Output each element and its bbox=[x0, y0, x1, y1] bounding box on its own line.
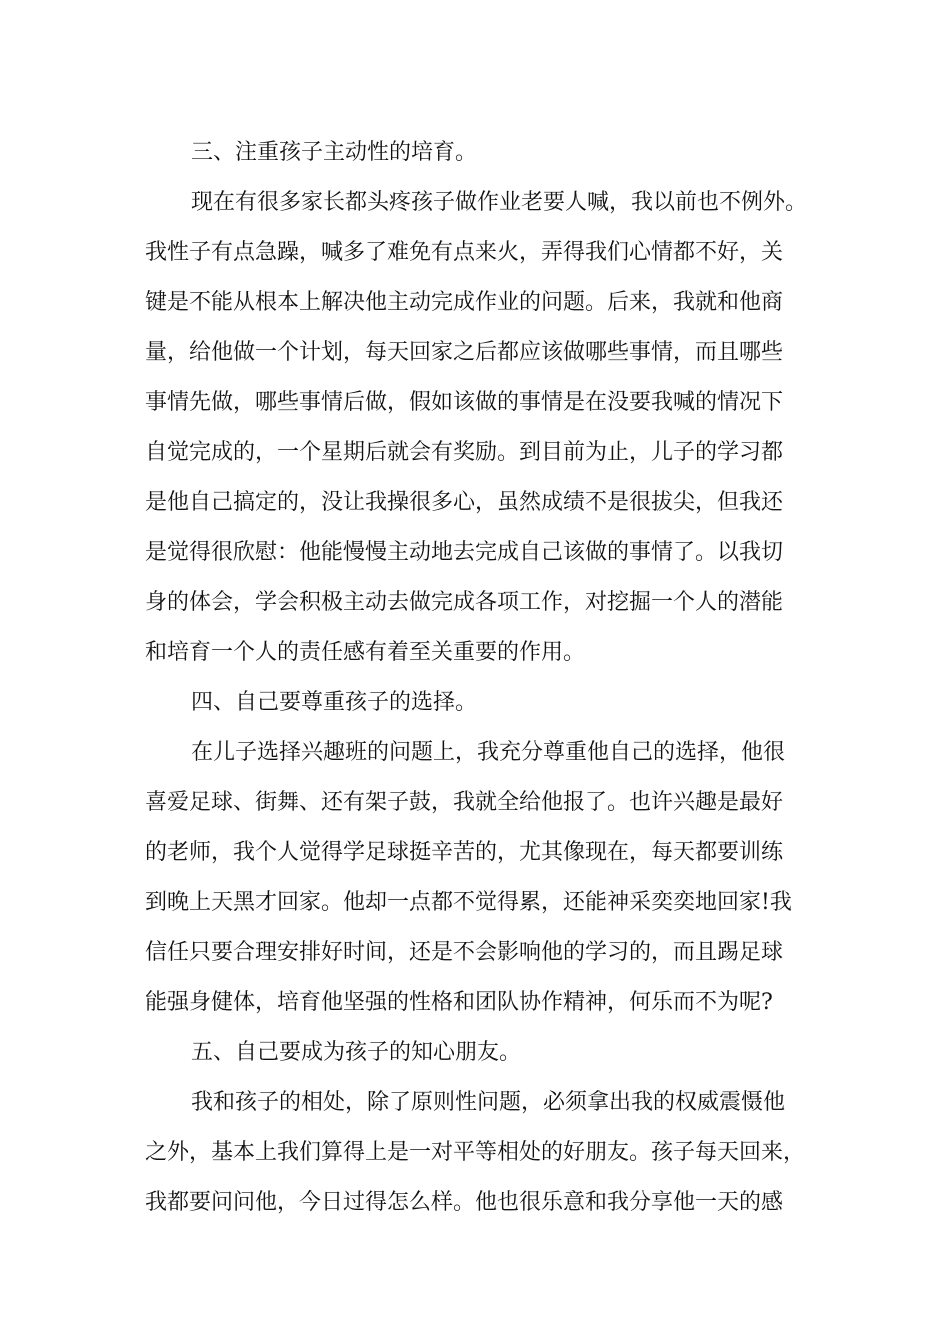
section-heading-4: 四、自己要尊重孩子的选择。 bbox=[191, 690, 478, 715]
paragraph-line: 键是不能从根本上解决他主动完成作业的问题。后来，我就和他商 bbox=[145, 290, 784, 315]
paragraph-line: 现在有很多家长都头疼孩子做作业老要人喊，我以前也不例外。 bbox=[191, 190, 808, 215]
paragraph-line: 身的体会，学会积极主动去做完成各项工作，对挖掘一个人的潜能 bbox=[145, 590, 784, 615]
paragraph-line: 量，给他做一个计划，每天回家之后都应该做哪些事情，而且哪些 bbox=[145, 340, 784, 365]
paragraph-line: 是他自己搞定的，没让我操很多心，虽然成绩不是很拔尖，但我还 bbox=[145, 490, 784, 515]
paragraph-line: 自觉完成的，一个星期后就会有奖励。到目前为止，儿子的学习都 bbox=[145, 440, 784, 465]
paragraph-line: 喜爱足球、街舞、还有架子鼓，我就全给他报了。也许兴趣是最好 bbox=[145, 790, 784, 815]
paragraph-line: 我都要问问他，今日过得怎么样。他也很乐意和我分享他一天的感 bbox=[145, 1190, 784, 1215]
section-heading-3: 三、注重孩子主动性的培育。 bbox=[191, 140, 478, 165]
paragraph-line: 到晚上天黑才回家。他却一点都不觉得累，还能神采奕奕地回家!我 bbox=[145, 890, 792, 915]
paragraph-line: 是觉得很欣慰：他能慢慢主动地去完成自己该做的事情了。以我切 bbox=[145, 540, 784, 565]
paragraph-line: 之外，基本上我们算得上是一对平等相处的好朋友。孩子每天回来， bbox=[145, 1140, 806, 1165]
paragraph-line: 的老师，我个人觉得学足球挺辛苦的，尤其像现在，每天都要训练 bbox=[145, 840, 784, 865]
section-heading-5: 五、自己要成为孩子的知心朋友。 bbox=[191, 1040, 522, 1065]
paragraph-line: 我性子有点急躁，喊多了难免有点来火，弄得我们心情都不好，关 bbox=[145, 240, 784, 265]
paragraph-line: 信任只要合理安排好时间，还是不会影响他的学习的，而且踢足球 bbox=[145, 940, 784, 965]
document-page bbox=[145, 128, 835, 1228]
paragraph-line: 能强身健体，培育他坚强的性格和团队协作精神，何乐而不为呢? bbox=[145, 990, 773, 1015]
paragraph-line: 和培育一个人的责任感有着至关重要的作用。 bbox=[145, 640, 586, 665]
paragraph-line: 在儿子选择兴趣班的问题上，我充分尊重他自己的选择，他很 bbox=[191, 740, 786, 765]
paragraph-line: 事情先做，哪些事情后做，假如该做的事情是在没要我喊的情况下 bbox=[145, 390, 784, 415]
paragraph-line: 我和孩子的相处，除了原则性问题，必须拿出我的权威震慑他 bbox=[191, 1090, 786, 1115]
